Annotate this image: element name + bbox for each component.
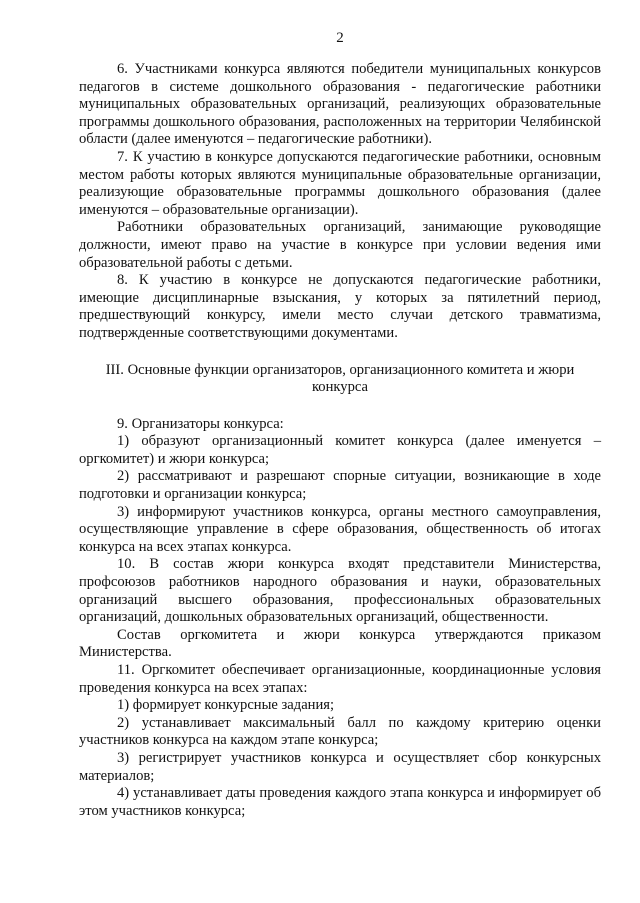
paragraph-10-composition: Состав оргкомитета и жюри конкурса утверждаются приказом Министерства. — [79, 626, 601, 661]
paragraph-7-managers: Работники образовательных организаций, занимающие руководящие должности, имеют право на участие в конкурсе при условии ведения ими образовательной работы с детьми. — [79, 219, 601, 271]
paragraph-9-item-3: 3) информируют участников конкурса, органы местного самоуправления, осуществляющие управление в сфере образования, общественность об итогах конкурса на всех этапах конкурса. — [79, 503, 601, 555]
paragraph-11-item-1: 1) формирует конкурсные задания; — [117, 697, 335, 714]
paragraph-11: 11. Оргкомитет обеспечивает организационные, координационные условия проведения конкурса на всех этапах: — [79, 662, 601, 696]
paragraph-9-item-2: 2) рассматривают и разрешают спорные ситуации, возникающие в ходе подготовки и организации конкурса; — [79, 468, 601, 503]
document-body — [79, 61, 601, 820]
paragraph-8: 8. К участию в конкурсе не допускаются педагогические работники, имеющие дисциплинарные взыскания, у которых за пятилетний период, предшествующий конкурсу, имели место случаи детского травматизма, подтвержденные соответствующими документами. — [79, 272, 601, 341]
page-number: 2 — [336, 30, 344, 46]
paragraph-9-item-1: 1) образуют организационный комитет конкурса (далее именуется – оргкомитет) и жюри конкурса; — [79, 433, 601, 467]
paragraph-6: 6. Участниками конкурса являются победители муниципальных конкурсов педагогов в системе дошкольного образования - педагогические работники муниципальных образовательных организаций, реализующих образовательные программы дошкольного образования, расположенных на территории Челябинской области (далее именуются – педагогические работники). — [79, 61, 601, 148]
paragraph-9: 9. Организаторы конкурса: — [117, 415, 284, 432]
paragraph-7: 7. К участию в конкурсе допускаются педагогические работники, основным местом работы которых являются муниципальные образовательные организации, реализующие образовательные программы дошкольного образования (далее именуются – образовательные организации). — [79, 148, 601, 218]
paragraph-11-item-3: 3) регистрирует участников конкурса и осуществляет сбор конкурсных материалов; — [79, 749, 601, 784]
paragraph-10: 10. В состав жюри конкурса входят представители Министерства, профсоюзов работников народного образования и науки, образовательных организаций высшего образования, профессиональных образовательных организаций, дошкольных образовательных организаций, общественности. — [79, 556, 601, 626]
section-heading: III. Основные функции организаторов, организационного комитета и жюри конкурса — [105, 361, 575, 396]
paragraph-11-item-2: 2) устанавливает максимальный балл по каждому критерию оценки участников конкурса на каждом этапе конкурса; — [79, 714, 601, 749]
paragraph-11-item-4: 4) устанавливает даты проведения каждого этапа конкурса и информирует об этом участников конкурса; — [79, 785, 601, 819]
